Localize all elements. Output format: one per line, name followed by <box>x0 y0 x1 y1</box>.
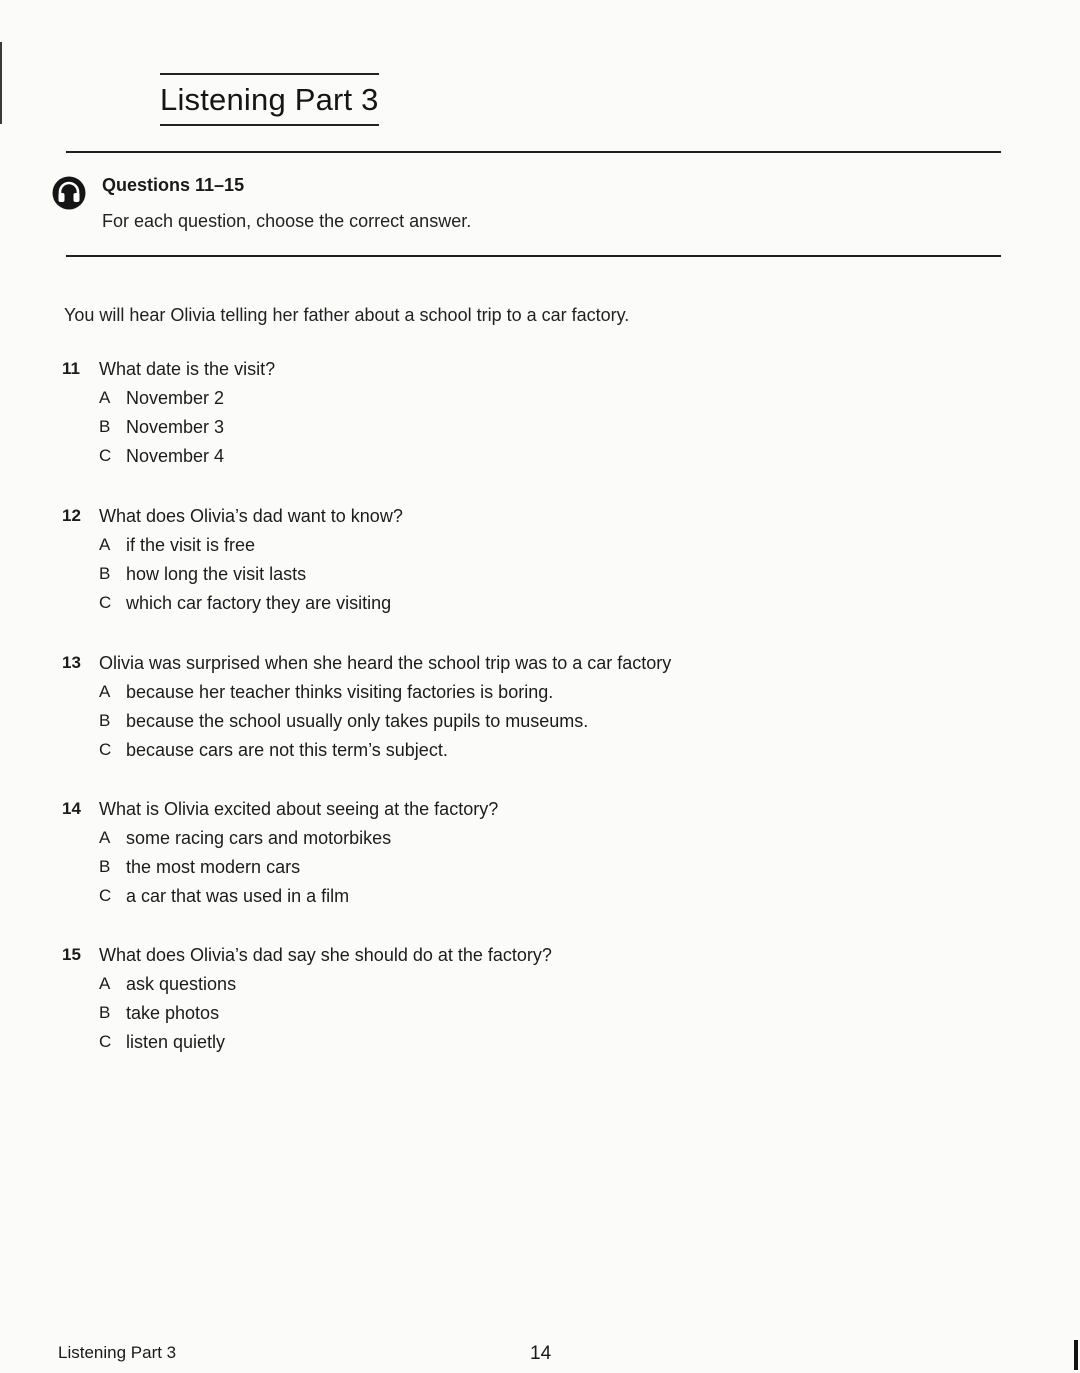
option-text: because her teacher thinks visiting factories is boring. <box>126 682 554 702</box>
option-text: ask questions <box>126 974 237 994</box>
option-letter: C <box>99 593 112 612</box>
answer-option-a[interactable] <box>62 828 962 857</box>
option-text: because the school usually only takes pupils to museums. <box>126 711 589 731</box>
option-letter: C <box>99 1032 112 1051</box>
answer-option-c[interactable] <box>62 446 962 475</box>
page-edge-mark <box>0 42 2 124</box>
option-letter: B <box>99 857 111 876</box>
page-title: Listening Part 3 <box>160 82 379 117</box>
question-12 <box>62 506 962 622</box>
question-number: 11 <box>62 359 80 378</box>
question-stem: What does Olivia’s dad want to know? <box>99 506 403 526</box>
option-text: if the visit is free <box>126 535 256 555</box>
question-number: 14 <box>62 799 81 818</box>
option-text: November 2 <box>126 388 225 408</box>
page-number: 14 <box>530 1343 552 1364</box>
question-number: 13 <box>62 653 81 672</box>
page-edge-mark <box>1074 1340 1078 1370</box>
option-letter: A <box>99 682 111 701</box>
option-text: a car that was used in a film <box>126 886 350 906</box>
question-14 <box>62 799 962 915</box>
instruction-text: For each question, choose the correct answer. <box>102 211 472 231</box>
option-text: take photos <box>126 1003 220 1023</box>
answer-option-a[interactable] <box>62 974 962 1003</box>
option-letter: C <box>99 740 112 759</box>
option-letter: C <box>99 886 112 905</box>
question-stem: What does Olivia’s dad say she should do at the factory? <box>99 945 552 965</box>
option-letter: B <box>99 711 111 730</box>
option-text: listen quietly <box>126 1032 226 1052</box>
option-text: the most modern cars <box>126 857 301 877</box>
answer-option-b[interactable] <box>62 857 962 886</box>
question-stem: Olivia was surprised when she heard the school trip was to a car factory <box>99 653 672 673</box>
answer-option-c[interactable] <box>62 593 962 622</box>
question-stem: What is Olivia excited about seeing at the factory? <box>99 799 499 819</box>
answer-option-b[interactable] <box>62 564 962 593</box>
option-letter: B <box>99 417 111 436</box>
option-letter: A <box>99 828 111 847</box>
question-number: 12 <box>62 506 81 525</box>
option-letter: A <box>99 388 111 407</box>
option-text: November 3 <box>126 417 225 437</box>
answer-option-b[interactable] <box>62 1003 962 1032</box>
question-number: 15 <box>62 945 81 964</box>
question-15 <box>62 945 962 1061</box>
title-block <box>160 73 379 126</box>
intro-text: You will hear Olivia telling her father about a school trip to a car factory. <box>64 305 630 325</box>
headphones-icon <box>52 176 86 210</box>
questions-heading: Questions 11–15 <box>102 175 245 195</box>
answer-option-b[interactable] <box>62 711 962 740</box>
option-text: how long the visit lasts <box>126 564 307 584</box>
footer-section-label: Listening Part 3 <box>58 1343 177 1362</box>
question-stem: What date is the visit? <box>99 359 276 379</box>
answer-option-a[interactable] <box>62 388 962 417</box>
option-text: which car factory they are visiting <box>126 593 392 613</box>
option-text: some racing cars and motorbikes <box>126 828 392 848</box>
question-11 <box>62 359 962 475</box>
option-text: because cars are not this term’s subject. <box>126 740 448 760</box>
option-letter: B <box>99 1003 111 1022</box>
option-letter: A <box>99 974 111 993</box>
answer-option-c[interactable] <box>62 1032 962 1061</box>
option-letter: C <box>99 446 112 465</box>
section-rule-top <box>66 151 1001 153</box>
answer-option-b[interactable] <box>62 417 962 446</box>
section-rule-bottom <box>66 255 1001 257</box>
option-text: November 4 <box>126 446 225 466</box>
question-13 <box>62 653 962 769</box>
answer-option-c[interactable] <box>62 886 962 915</box>
answer-option-a[interactable] <box>62 682 962 711</box>
answer-option-c[interactable] <box>62 740 962 769</box>
answer-option-a[interactable] <box>62 535 962 564</box>
option-letter: B <box>99 564 111 583</box>
option-letter: A <box>99 535 111 554</box>
